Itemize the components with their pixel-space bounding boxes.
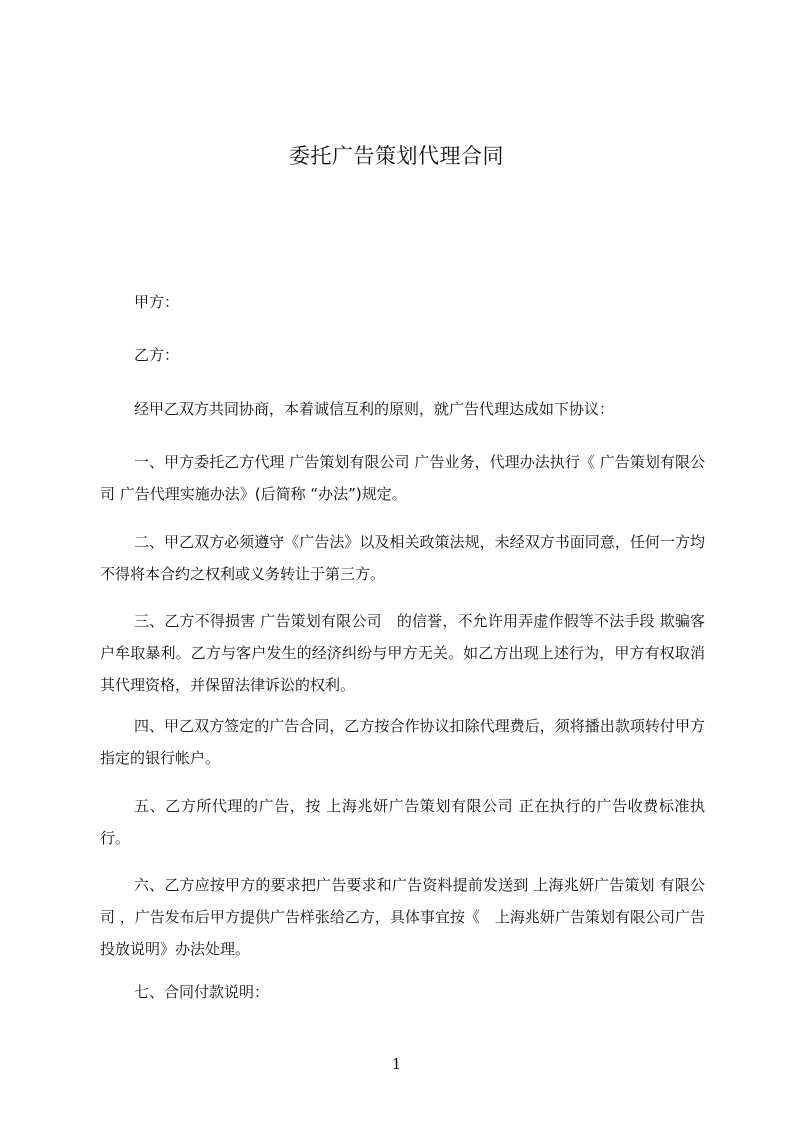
page-title: 委托广告策划代理合同 (289, 144, 504, 168)
party-b-line: 乙方： (134, 346, 180, 364)
clause-1-paragraph: 一、甲方委托乙方代理 广告策划有限公司 广告业务，代理办法执行《 广告策划有限公司 广告代理实施办法》(后简称 “办法”)规定。 (100, 453, 705, 503)
clause-6-paragraph: 六、乙方应按甲方的要求把广告要求和广告资料提前发送到 上海兆妍广告策划 有限公司 ，广告发布后甲方提供广告样张给乙方，具体事宜按《 上海兆妍广告策划有限公司广告 投放说明》办法处理。 (100, 876, 705, 958)
clause-2-paragraph: 二、甲乙双方必须遵守《广告法》以及相关政策法规，未经双方书面同意，任何一方均不得将本合约之权利或义务转让于第三方。 (100, 533, 705, 583)
preamble-paragraph: 经甲乙双方共同协商，本着诚信互利的原则，就广告代理达成如下协议： (134, 400, 615, 418)
clause-4-paragraph: 四、甲乙双方签定的广告合同，乙方按合作协议扣除代理费后，须将播出款项转付甲方指定的银行帐户。 (100, 717, 705, 767)
party-a-line: 甲方： (134, 293, 180, 311)
clause-7-heading: 七、合同付款说明： (134, 983, 270, 1001)
page-number: 1 (391, 1055, 402, 1073)
clause-3-paragraph: 三、乙方不得损害 广告策划有限公司 的信誉，不允许用弄虚作假等不法手段 欺骗客户牟取暴利。乙方与客户发生的经济纠纷与甲方无关。如乙方出现上述行为，甲方有权取消其代理资格，并保留法律诉讼的权利。 (100, 612, 705, 694)
clause-5-paragraph: 五、乙方所代理的广告，按 上海兆妍广告策划有限公司 正在执行的广告收费标准执行。 (100, 797, 705, 847)
